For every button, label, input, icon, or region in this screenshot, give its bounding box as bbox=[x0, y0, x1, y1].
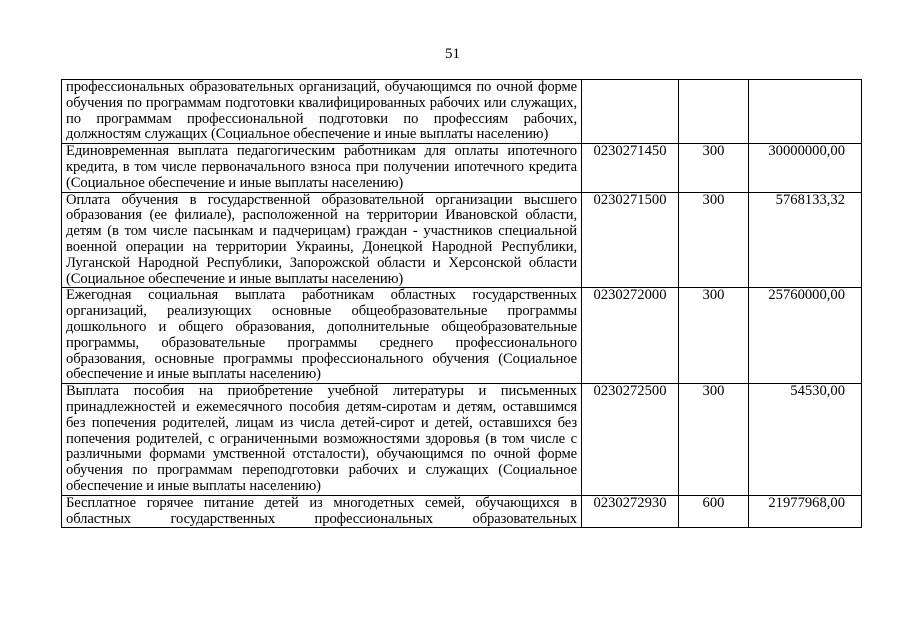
row-expense-type: 300 bbox=[679, 192, 749, 288]
table-row bbox=[62, 288, 862, 384]
row-expense-type: 300 bbox=[679, 288, 749, 384]
table-row bbox=[62, 192, 862, 288]
page-number: 51 bbox=[445, 46, 460, 62]
row-target-code: 0230272500 bbox=[582, 384, 679, 496]
row-amount: 25760000,00 bbox=[749, 288, 862, 384]
row-description: Бесплатное горячее питание детей из многодетных семей, обучающихся в областных государственных профессиональных образовательных bbox=[62, 495, 582, 528]
row-description: Ежегодная социальная выплата работникам областных государственных организаций, реализующих основные общеобразовательные программы дошкольного и общего образования, дополнительные общеобразовательные программы, образовательные программы среднего профессионального образования, основные программы профессионального обучения (Социальное обеспечение и иные выплаты населению) bbox=[62, 288, 582, 384]
row-target-code: 0230272000 bbox=[582, 288, 679, 384]
row-target-code: 0230272930 bbox=[582, 495, 679, 528]
row-amount: 21977968,00 bbox=[749, 495, 862, 528]
table-row bbox=[62, 495, 862, 528]
row-description: Оплата обучения в государственной образовательной организации высшего образования (ее филиале), расположенной на территории Ивановской области, детям (в том числе пасынкам и падчерицам) граждан - участников специальной военной операции на территории Украины, Донецкой Народной Республики, Луганской Народной Республики, Запорожской области и Херсонской области (Социальное обеспечение и иные выплаты населению) bbox=[62, 192, 582, 288]
row-expense-type bbox=[679, 80, 749, 144]
table-row bbox=[62, 384, 862, 496]
row-amount bbox=[749, 80, 862, 144]
table-row bbox=[62, 144, 862, 192]
row-expense-type: 300 bbox=[679, 144, 749, 192]
row-amount: 5768133,32 bbox=[749, 192, 862, 288]
row-target-code bbox=[582, 80, 679, 144]
row-amount: 54530,00 bbox=[749, 384, 862, 496]
row-expense-type: 300 bbox=[679, 384, 749, 496]
row-target-code: 0230271500 bbox=[582, 192, 679, 288]
table-row bbox=[62, 80, 862, 144]
budget-table bbox=[61, 79, 862, 528]
row-description: Единовременная выплата педагогическим работникам для оплаты ипотечного кредита, в том числе первоначального взноса при получении ипотечного кредита (Социальное обеспечение и иные выплаты населению) bbox=[62, 144, 582, 192]
row-amount: 30000000,00 bbox=[749, 144, 862, 192]
row-target-code: 0230271450 bbox=[582, 144, 679, 192]
row-description: Выплата пособия на приобретение учебной литературы и письменных принадлежностей и ежемесячного пособия детям-сиротам и детям, оставшимся без попечения родителей, лицам из числа детей-сирот и детей, оставшихся без попечения родителей, с ограниченными возможностями здоровья (в том числе с различными формами умственной отсталости), обучающимся по очной форме обучения по программам переподготовки рабочих и служащих (Социальное обеспечение и иные выплаты населению) bbox=[62, 384, 582, 496]
row-description: профессиональных образовательных организаций, обучающимся по очной форме обучения по программам подготовки квалифицированных рабочих или служащих, по программам профессиональной подготовки по профессиям рабочих, должностям служащих (Социальное обеспечение и иные выплаты населению) bbox=[62, 80, 582, 144]
row-expense-type: 600 bbox=[679, 495, 749, 528]
